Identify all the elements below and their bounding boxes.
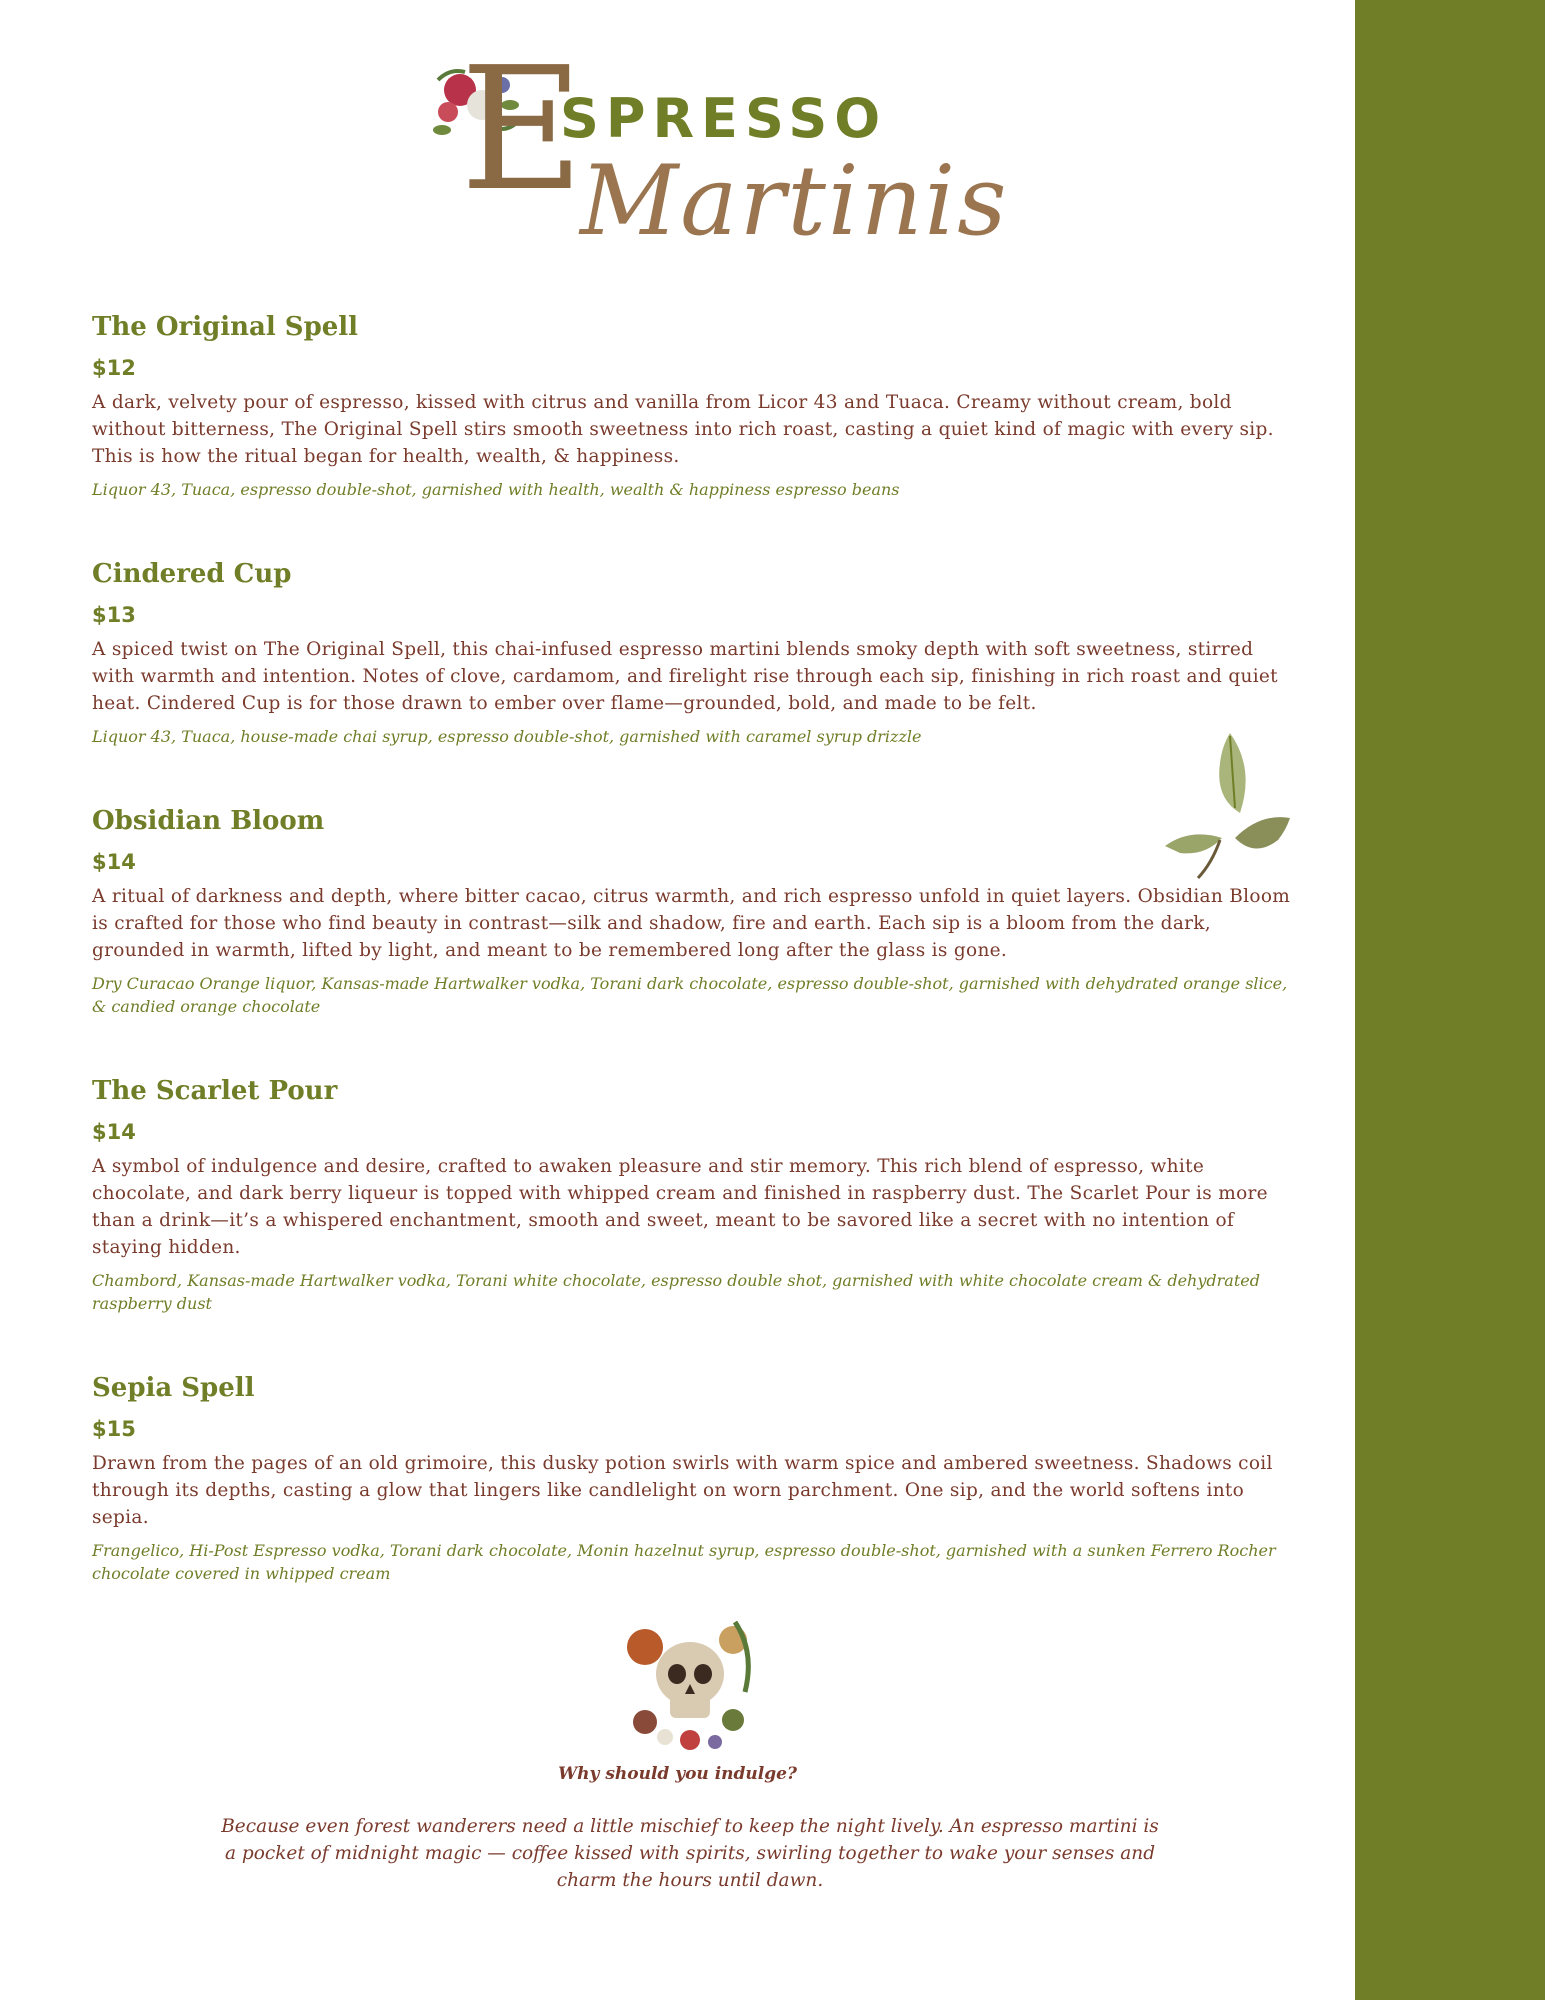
footer-heading: Why should you indulge? [558,1764,797,1784]
item-description: A ritual of darkness and depth, where bitter cacao, citrus warmth, and rich espresso unfold in quiet layers. Obsidian Bloom is crafted for those who find beauty in contrast—silk and shadow, fire and earth. Each sip is a bloom from the dark, grounded in warmth, lifted by light, and meant to be remembered long after the glass is gone. [92,886,1291,961]
menu-item [92,312,1292,501]
item-ingredients: Dry Curacao Orange liquor, Kansas-made Hartwalker vodka, Torani dark chocolate, espresso double-shot, garnished with dehydrated orange slice, & candied orange chocolate [92,974,1288,1016]
item-ingredients: Frangelico, Hi-Post Espresso vodka, Torani dark chocolate, Monin hazelnut syrup, espresso double-shot, garnished with a sunken Ferrero Rocher chocolate covered in whipped cream [92,1541,1276,1583]
menu-item [92,806,1292,1018]
item-price: $15 [92,1417,136,1441]
footer-text: Because even forest wanderers need a little mischief to keep the night lively. An espresso martini is a pocket of midnight magic — coffee kissed with spirits, swirling together to wake your senses and charm the hours until dawn. [221,1816,1159,1891]
item-price: $12 [92,356,136,380]
skull-floral-icon [615,1612,765,1760]
item-name: Cindered Cup [92,559,292,589]
menu-item [92,1373,1292,1585]
menu-item [92,559,1292,748]
item-description: A spiced twist on The Original Spell, this chai-infused espresso martini blends smoky depth with soft sweetness, stirred with warmth and intention. Notes of clove, cardamom, and firelight rise through each sip, finishing in rich roast and quiet heat. Cindered Cup is for those drawn to ember over flame—grounded, bold, and made to be felt. [92,639,1278,714]
item-price: $14 [92,850,136,874]
menu-item [92,1076,1292,1315]
logo-script: Martinis [580,145,1009,257]
item-description: Drawn from the pages of an old grimoire, this dusky potion swirls with warm spice and ambered sweetness. Shadows coil through its depths, casting a glow that lingers like candlelight on worn parchment. One sip, and the world softens into sepia. [92,1453,1273,1528]
item-description: A symbol of indulgence and desire, crafted to awaken pleasure and stir memory. This rich blend of espresso, white chocolate, and dark berry liqueur is topped with whipped cream and finished in raspberry dust. The Scarlet Pour is more than a drink—it’s a whispered enchantment, smooth and sweet, meant to be savored like a secret with no intention of staying hidden. [92,1156,1268,1258]
logo [430,31,1009,275]
item-name: Obsidian Bloom [92,806,325,836]
logo-initial: E [460,31,585,229]
item-price: $14 [92,1120,136,1144]
item-ingredients: Liquor 43, Tuaca, espresso double-shot, garnished with health, wealth & happiness espresso beans [92,480,900,499]
green-side-bar [1355,0,1545,2000]
item-name: The Scarlet Pour [92,1076,338,1106]
item-name: Sepia Spell [92,1373,255,1403]
item-ingredients: Chambord, Kansas-made Hartwalker vodka, Torani white chocolate, espresso double shot, garnished with white chocolate cream & dehydrated raspberry dust [92,1271,1260,1313]
item-ingredients: Liquor 43, Tuaca, house-made chai syrup, espresso double-shot, garnished with caramel syrup drizzle [92,727,922,746]
item-price: $13 [92,603,136,627]
item-name: The Original Spell [92,312,359,342]
logo-word: SPRESSO [560,87,888,150]
item-description: A dark, velvety pour of espresso, kissed with citrus and vanilla from Licor 43 and Tuaca. Creamy without cream, bold without bitterness, The Original Spell stirs smooth sweetness into rich roast, casting a quiet kind of magic with every sip. This is how the ritual began for health, wealth, & happiness. [92,392,1274,467]
